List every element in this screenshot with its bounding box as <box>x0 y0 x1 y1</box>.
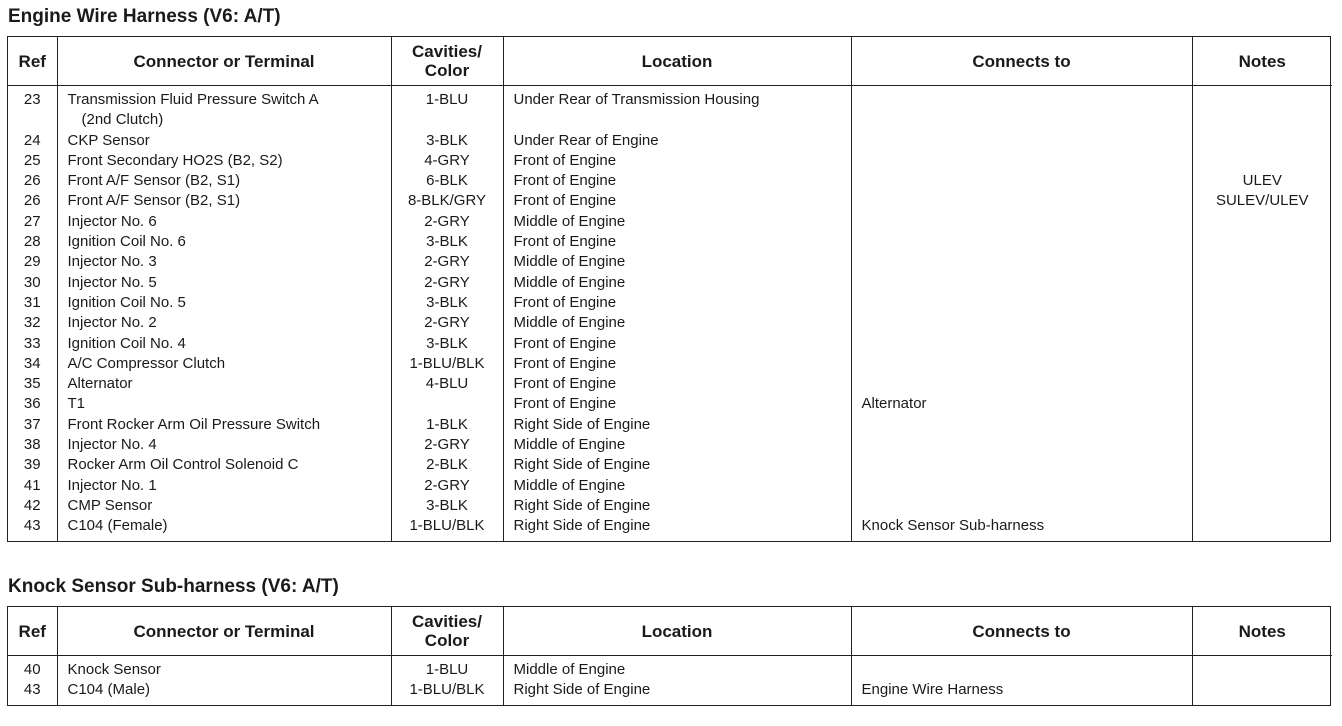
engine-harness-title: Engine Wire Harness (V6: A/T) <box>8 6 281 27</box>
connector-cell <box>57 171 391 191</box>
connects-to-cell <box>851 212 1192 232</box>
connects-to-cell <box>851 415 1192 435</box>
ref-cell: 26 <box>8 171 57 191</box>
header-location: Location <box>503 607 851 656</box>
location-cell: Front of Engine <box>503 171 851 191</box>
connector-cell <box>57 273 391 293</box>
table-row <box>8 455 1332 475</box>
connects-to-cell <box>851 86 1192 131</box>
header-cavities-line2: Color <box>424 61 470 80</box>
cavities-cell: 2-GRY <box>391 313 503 333</box>
cavities-cell: 1-BLU/BLK <box>391 680 503 704</box>
cavities-cell: 3-BLK <box>391 496 503 516</box>
connects-to-cell <box>851 435 1192 455</box>
ref-cell: 43 <box>8 680 57 704</box>
connector-cell <box>57 232 391 252</box>
table-row <box>8 131 1332 151</box>
notes-cell <box>1192 354 1332 374</box>
table-row <box>8 191 1332 211</box>
connector-cell <box>57 252 391 272</box>
header-cavities-line2: Color <box>424 631 470 650</box>
connects-to-cell <box>851 171 1192 191</box>
table-row <box>8 151 1332 171</box>
header-row <box>8 607 1332 656</box>
connector-subtext: (2nd Clutch) <box>81 111 164 129</box>
connector-name: Transmission Fluid Pressure Switch A <box>67 91 319 108</box>
table-row <box>8 374 1332 394</box>
ref-cell: 36 <box>8 394 57 414</box>
connector-cell <box>57 374 391 394</box>
location-cell: Front of Engine <box>503 191 851 211</box>
cavities-cell: 2-GRY <box>391 273 503 293</box>
connects-to-cell <box>851 496 1192 516</box>
connector-name: Injector No. 3 <box>67 253 157 271</box>
connector-name: Front A/F Sensor (B2, S1) <box>67 192 241 210</box>
connector-name: Injector No. 5 <box>67 273 157 291</box>
cavities-cell: 2-GRY <box>391 252 503 272</box>
notes-cell <box>1192 232 1332 252</box>
location-cell: Front of Engine <box>503 354 851 374</box>
table-row <box>8 171 1332 191</box>
connector-name: Injector No. 2 <box>67 314 157 332</box>
header-connector: Connector or Terminal <box>57 37 391 86</box>
connects-to-cell <box>851 232 1192 252</box>
connector-cell <box>57 334 391 354</box>
connects-to-cell <box>851 476 1192 496</box>
table-row <box>8 516 1332 540</box>
connector-name: Front Secondary HO2S (B2, S2) <box>67 151 283 169</box>
cavities-cell: 1-BLU <box>391 86 503 131</box>
ref-cell: 26 <box>8 191 57 211</box>
connector-cell <box>57 151 391 171</box>
engine-harness-table <box>7 36 1331 542</box>
table-row <box>8 680 1332 704</box>
connector-cell <box>57 313 391 333</box>
connects-to-cell <box>851 131 1192 151</box>
table-row <box>8 656 1332 681</box>
notes-cell <box>1192 334 1332 354</box>
table-row <box>8 435 1332 455</box>
location-cell: Front of Engine <box>503 374 851 394</box>
connects-to-cell <box>851 455 1192 475</box>
connects-to-cell <box>851 293 1192 313</box>
connector-name: T1 <box>67 395 86 413</box>
cavities-cell: 3-BLK <box>391 131 503 151</box>
notes-cell <box>1192 252 1332 272</box>
connector-cell <box>57 496 391 516</box>
notes-cell: SULEV/ULEV <box>1215 192 1309 210</box>
location-cell: Front of Engine <box>503 334 851 354</box>
header-cavities <box>391 37 503 86</box>
location-cell: Front of Engine <box>503 394 851 414</box>
table-row <box>8 273 1332 293</box>
connector-name: CKP Sensor <box>67 131 150 149</box>
header-location: Location <box>503 37 851 86</box>
location-cell: Right Side of Engine <box>503 680 851 704</box>
header-notes: Notes <box>1192 607 1332 656</box>
header-cavities-line1: Cavities/ <box>412 612 482 631</box>
notes-cell <box>1192 86 1332 131</box>
notes-cell <box>1192 394 1332 414</box>
connector-name: Injector No. 1 <box>67 476 157 494</box>
notes-cell <box>1192 435 1332 455</box>
notes-cell <box>1192 151 1332 171</box>
table-row <box>8 86 1332 131</box>
ref-cell: 23 <box>8 86 57 131</box>
location-cell: Middle of Engine <box>503 476 851 496</box>
ref-cell: 31 <box>8 293 57 313</box>
ref-cell: 41 <box>8 476 57 496</box>
connector-name: CMP Sensor <box>67 496 153 514</box>
ref-cell: 27 <box>8 212 57 232</box>
table-row <box>8 313 1332 333</box>
cavities-cell: 1-BLU <box>391 656 503 681</box>
table-row <box>8 496 1332 516</box>
cavities-cell: 3-BLK <box>391 293 503 313</box>
table-row <box>8 212 1332 232</box>
header-connects-to: Connects to <box>851 37 1192 86</box>
table-row <box>8 394 1332 414</box>
connector-name: Alternator <box>67 375 133 393</box>
header-row <box>8 37 1332 86</box>
cavities-cell: 1-BLK <box>391 415 503 435</box>
cavities-cell: 3-BLK <box>391 334 503 354</box>
table-row <box>8 252 1332 272</box>
notes-cell <box>1192 273 1332 293</box>
location-cell: Front of Engine <box>503 293 851 313</box>
ref-cell: 28 <box>8 232 57 252</box>
connects-to-cell: Engine Wire Harness <box>851 680 1192 704</box>
connector-cell <box>57 191 391 211</box>
location-cell: Middle of Engine <box>503 212 851 232</box>
location-cell: Middle of Engine <box>503 252 851 272</box>
notes-cell <box>1192 656 1332 681</box>
connector-name: A/C Compressor Clutch <box>67 354 226 372</box>
connects-to-cell <box>851 656 1192 681</box>
notes-cell <box>1192 516 1332 540</box>
header-cavities-line1: Cavities/ <box>412 42 482 61</box>
notes-cell <box>1192 415 1332 435</box>
connector-cell <box>57 680 391 704</box>
ref-cell: 25 <box>8 151 57 171</box>
cavities-cell: 1-BLU/BLK <box>391 516 503 540</box>
header-notes: Notes <box>1192 37 1332 86</box>
connector-cell <box>57 293 391 313</box>
connector-name: Injector No. 6 <box>67 212 157 230</box>
connects-to-cell <box>851 273 1192 293</box>
connects-to-cell <box>851 191 1192 211</box>
table-row <box>8 334 1332 354</box>
connector-cell <box>57 212 391 232</box>
connector-name: C104 (Female) <box>67 517 168 535</box>
notes-cell <box>1192 212 1332 232</box>
connects-to-cell <box>851 354 1192 374</box>
ref-cell: 35 <box>8 374 57 394</box>
ref-cell: 34 <box>8 354 57 374</box>
location-cell: Middle of Engine <box>503 656 851 681</box>
table-row <box>8 354 1332 374</box>
header-connects-to: Connects to <box>851 607 1192 656</box>
header-ref: Ref <box>8 607 57 656</box>
connector-cell <box>57 86 391 131</box>
location-cell: Front of Engine <box>503 232 851 252</box>
cavities-cell <box>391 394 503 414</box>
notes-cell <box>1192 476 1332 496</box>
harness-grid <box>8 607 1332 705</box>
connector-name: Injector No. 4 <box>67 436 157 454</box>
table-row <box>8 476 1332 496</box>
connects-to-cell: Knock Sensor Sub-harness <box>851 516 1192 540</box>
cavities-cell: 2-GRY <box>391 212 503 232</box>
ref-cell: 30 <box>8 273 57 293</box>
notes-cell <box>1192 313 1332 333</box>
connector-cell <box>57 516 391 540</box>
ref-cell: 40 <box>8 656 57 681</box>
table-row <box>8 415 1332 435</box>
notes-cell <box>1192 455 1332 475</box>
ref-cell: 33 <box>8 334 57 354</box>
ref-cell: 42 <box>8 496 57 516</box>
cavities-cell: 2-BLK <box>391 455 503 475</box>
connects-to-cell <box>851 151 1192 171</box>
connector-name: C104 (Male) <box>67 681 151 699</box>
location-cell: Right Side of Engine <box>503 516 851 540</box>
connects-to-cell <box>851 252 1192 272</box>
ref-cell: 29 <box>8 252 57 272</box>
connects-to-cell <box>851 374 1192 394</box>
header-ref: Ref <box>8 37 57 86</box>
ref-cell: 43 <box>8 516 57 540</box>
connector-cell <box>57 656 391 681</box>
connector-cell <box>57 455 391 475</box>
location-cell: Under Rear of Engine <box>503 131 851 151</box>
knock-sensor-harness-table <box>7 606 1331 706</box>
connector-name: Ignition Coil No. 4 <box>67 334 186 352</box>
connector-cell <box>57 131 391 151</box>
cavities-cell: 8-BLK/GRY <box>391 191 503 211</box>
notes-cell: ULEV <box>1242 172 1282 190</box>
connects-to-cell <box>851 313 1192 333</box>
connector-cell <box>57 354 391 374</box>
notes-cell <box>1192 496 1332 516</box>
connector-cell <box>57 394 391 414</box>
connector-name: Ignition Coil No. 6 <box>67 233 186 251</box>
connector-name: Ignition Coil No. 5 <box>67 293 186 311</box>
connector-name: Front A/F Sensor (B2, S1) <box>67 172 241 190</box>
cavities-cell: 1-BLU/BLK <box>391 354 503 374</box>
cavities-cell: 3-BLK <box>391 232 503 252</box>
connector-name: Front Rocker Arm Oil Pressure Switch <box>67 415 321 433</box>
location-cell: Front of Engine <box>503 151 851 171</box>
table-row <box>8 293 1332 313</box>
ref-cell: 24 <box>8 131 57 151</box>
notes-cell <box>1192 374 1332 394</box>
connects-to-cell <box>851 334 1192 354</box>
cavities-cell: 2-GRY <box>391 435 503 455</box>
location-cell: Under Rear of Transmission Housing <box>503 86 851 131</box>
location-cell: Middle of Engine <box>503 313 851 333</box>
cavities-cell: 2-GRY <box>391 476 503 496</box>
connector-name: Rocker Arm Oil Control Solenoid C <box>67 456 299 474</box>
connector-cell <box>57 435 391 455</box>
ref-cell: 38 <box>8 435 57 455</box>
location-cell: Middle of Engine <box>503 435 851 455</box>
notes-cell <box>1192 293 1332 313</box>
table-row <box>8 232 1332 252</box>
cavities-cell: 4-GRY <box>391 151 503 171</box>
ref-cell: 39 <box>8 455 57 475</box>
location-cell: Right Side of Engine <box>503 496 851 516</box>
connector-name: Knock Sensor <box>67 661 161 678</box>
harness-grid <box>8 37 1332 541</box>
location-cell: Right Side of Engine <box>503 455 851 475</box>
knock-sensor-harness-title: Knock Sensor Sub-harness (V6: A/T) <box>8 576 339 597</box>
ref-cell: 32 <box>8 313 57 333</box>
location-cell: Middle of Engine <box>503 273 851 293</box>
notes-cell <box>1192 680 1332 704</box>
header-cavities <box>391 607 503 656</box>
notes-cell <box>1192 131 1332 151</box>
connector-cell <box>57 415 391 435</box>
cavities-cell: 6-BLK <box>391 171 503 191</box>
connector-cell <box>57 476 391 496</box>
location-cell: Right Side of Engine <box>503 415 851 435</box>
cavities-cell: 4-BLU <box>391 374 503 394</box>
ref-cell: 37 <box>8 415 57 435</box>
connects-to-cell: Alternator <box>851 394 1192 414</box>
header-connector: Connector or Terminal <box>57 607 391 656</box>
